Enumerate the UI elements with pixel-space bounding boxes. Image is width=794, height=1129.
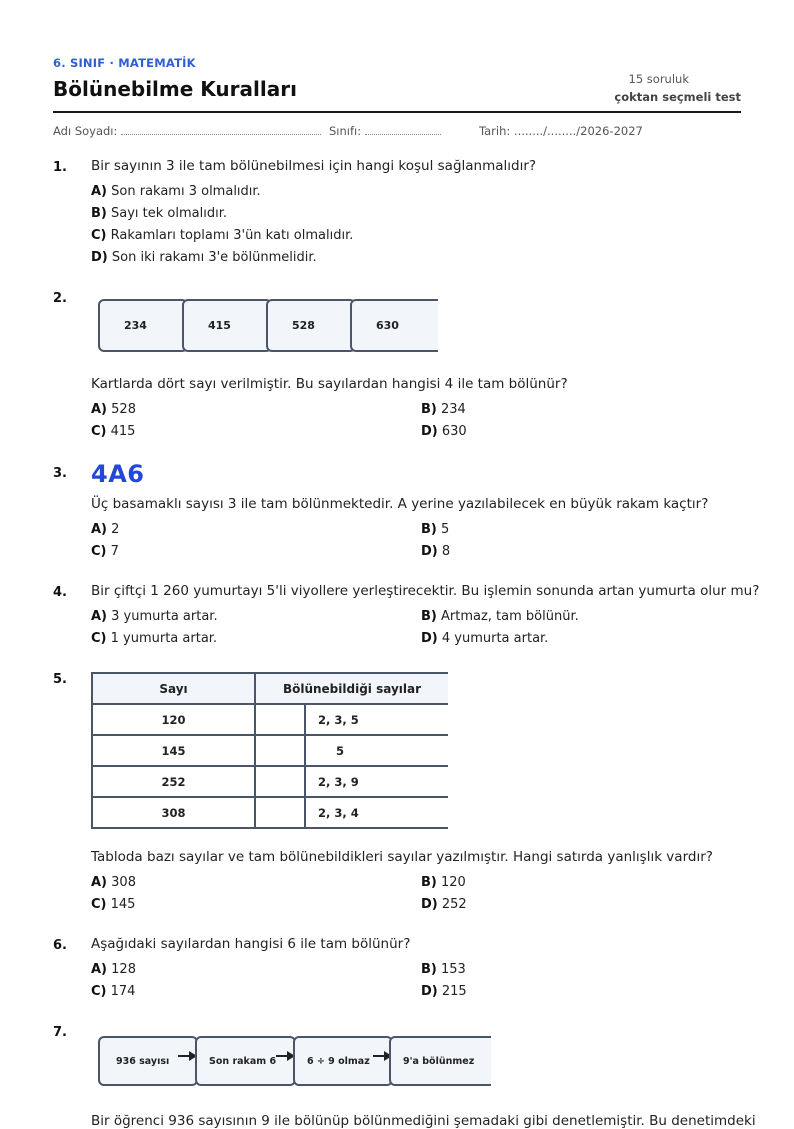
number-card: 415	[182, 299, 272, 352]
option-b[interactable]	[421, 609, 579, 624]
option-a[interactable]	[91, 522, 119, 537]
option-letter: A)	[91, 609, 108, 624]
flow-step: 9'a bölünmez	[389, 1036, 491, 1086]
question-number: 3.	[53, 466, 67, 481]
option-b[interactable]	[421, 402, 466, 417]
question-number: 1.	[53, 160, 67, 175]
option-letter: D)	[421, 424, 438, 439]
name-label: Adı Soyadı:	[53, 124, 118, 138]
divisibility-table	[91, 672, 448, 829]
question-number: 7.	[53, 1025, 67, 1040]
option-text: 120	[441, 875, 466, 890]
subject-label: 6. SINIF · MATEMATİK	[53, 56, 196, 70]
option-d[interactable]	[421, 897, 467, 912]
table-cell-empty	[255, 797, 305, 828]
option-letter: A)	[91, 962, 108, 977]
number-card: 630	[350, 299, 438, 352]
option-letter: A)	[91, 402, 108, 417]
option-letter: A)	[91, 875, 108, 890]
option-a[interactable]	[91, 875, 136, 890]
option-text: 528	[111, 402, 136, 417]
flow-step: Son rakam 6	[195, 1036, 296, 1086]
class-blank	[365, 124, 441, 135]
option-d[interactable]	[421, 544, 450, 559]
option-text: 1 yumurta artar.	[110, 631, 218, 646]
option-text: 308	[111, 875, 136, 890]
option-b[interactable]	[421, 875, 466, 890]
option-text: 153	[441, 962, 466, 977]
table-cell-empty	[255, 766, 305, 797]
option-text: 5	[441, 522, 450, 537]
header-divider	[53, 111, 741, 113]
table-header-row	[92, 673, 448, 704]
question-number: 4.	[53, 585, 67, 600]
question-number: 6.	[53, 938, 67, 953]
option-c[interactable]	[91, 984, 135, 999]
question-number: 2.	[53, 291, 67, 306]
question-text: Üç basamaklı sayısı 3 ile tam bölünmektedir. A yerine yazılabilecek en büyük rakam kaçtır?	[91, 496, 709, 512]
option-text: Sayı tek olmalıdır.	[111, 206, 227, 221]
option-letter: B)	[421, 962, 437, 977]
option-letter: C)	[91, 984, 107, 999]
option-letter: C)	[91, 897, 107, 912]
table-cell: 5	[305, 735, 448, 766]
option-letter: D)	[421, 984, 438, 999]
number-card: 528	[266, 299, 356, 352]
question-text: Bir öğrenci 936 sayısının 9 ile bölünüp bölünmediğini şemadaki gibi denetlemiştir. Bu denetimdeki	[91, 1113, 756, 1129]
number-card: 234	[98, 299, 188, 352]
question-text: Bir sayının 3 ile tam bölünebilmesi için hangi koşul sağlanmalıdır?	[91, 158, 537, 174]
option-text: Son rakamı 3 olmalıdır.	[111, 184, 261, 199]
option-c[interactable]	[91, 424, 135, 439]
option-d[interactable]	[91, 250, 317, 265]
option-letter: B)	[421, 522, 437, 537]
option-text: 415	[110, 424, 136, 439]
question-text: Tabloda bazı sayılar ve tam bölünebildikleri sayılar yazılmıştır. Hangi satırda yanlışlık vardır?	[91, 849, 713, 865]
table-row	[92, 735, 448, 766]
option-c[interactable]	[91, 631, 217, 646]
date-field: Tarih: ......../......../2026-2027	[479, 124, 643, 138]
option-text: 252	[441, 897, 467, 912]
table-cell: 2, 3, 4	[305, 797, 448, 828]
option-c[interactable]	[91, 544, 119, 559]
option-letter: B)	[421, 402, 437, 417]
option-text: 2	[111, 522, 120, 537]
table-cell-empty	[255, 735, 305, 766]
option-text: 3 yumurta artar.	[111, 609, 218, 624]
option-letter: A)	[91, 522, 108, 537]
class-label: Sınıfı:	[329, 124, 362, 138]
question-text: Kartlarda dört sayı verilmiştir. Bu sayılardan hangisi 4 ile tam bölünür?	[91, 376, 568, 392]
table-cell: 145	[92, 735, 255, 766]
flow-step: 6 ÷ 9 olmaz	[293, 1036, 393, 1086]
option-letter: C)	[91, 544, 107, 559]
option-text: 7	[110, 544, 119, 559]
table-cell: 120	[92, 704, 255, 735]
option-text: Son iki rakamı 3'e bölünmelidir.	[111, 250, 317, 265]
number-figure: 4A6	[91, 460, 145, 488]
option-d[interactable]	[421, 984, 467, 999]
option-letter: B)	[421, 609, 437, 624]
option-d[interactable]	[421, 631, 548, 646]
option-text: 4 yumurta artar.	[441, 631, 549, 646]
option-c[interactable]	[91, 228, 353, 243]
option-letter: B)	[91, 206, 107, 221]
table-cell: 2, 3, 9	[305, 766, 448, 797]
option-text: 145	[110, 897, 136, 912]
table-row	[92, 766, 448, 797]
option-text: 8	[441, 544, 451, 559]
option-text: 128	[111, 962, 136, 977]
page-title: Bölünebilme Kuralları	[53, 77, 297, 101]
option-a[interactable]	[91, 962, 136, 977]
option-letter: B)	[421, 875, 437, 890]
option-text: 630	[441, 424, 467, 439]
table-cell-empty	[255, 704, 305, 735]
option-a[interactable]	[91, 402, 136, 417]
option-text: 234	[441, 402, 466, 417]
option-text: 215	[441, 984, 467, 999]
option-d[interactable]	[421, 424, 467, 439]
option-letter: C)	[91, 424, 107, 439]
option-b[interactable]	[91, 206, 227, 221]
option-letter: D)	[421, 897, 438, 912]
option-letter: C)	[91, 631, 107, 646]
table-cell: 2, 3, 5	[305, 704, 448, 735]
option-letter: A)	[91, 184, 108, 199]
option-letter: C)	[91, 228, 107, 243]
class-field	[329, 124, 441, 138]
table-header: Bölünebildiği sayılar	[255, 673, 448, 704]
table-row	[92, 704, 448, 735]
option-letter: D)	[421, 544, 438, 559]
table-cell: 308	[92, 797, 255, 828]
question-number: 5.	[53, 672, 67, 687]
table-header: Sayı	[92, 673, 255, 704]
option-letter: D)	[91, 250, 108, 265]
test-type: çoktan seçmeli test	[614, 90, 741, 104]
option-b[interactable]	[421, 522, 449, 537]
name-blank	[121, 124, 321, 135]
question-text: Aşağıdaki sayılardan hangisi 6 ile tam bölünür?	[91, 936, 411, 952]
question-text: Bir çiftçi 1 260 yumurtayı 5'li viyollere yerleştirecektir. Bu işlemin sonunda artan yumurta olur mu?	[91, 583, 760, 599]
option-letter: D)	[421, 631, 438, 646]
option-text: 174	[110, 984, 136, 999]
flow-step: 936 sayısı	[98, 1036, 198, 1086]
name-field	[53, 124, 321, 138]
question-count: 15 soruluk	[628, 72, 689, 86]
option-a[interactable]	[91, 184, 261, 199]
option-a[interactable]	[91, 609, 218, 624]
option-text: Artmaz, tam bölünür.	[441, 609, 579, 624]
table-cell: 252	[92, 766, 255, 797]
option-text: Rakamları toplamı 3'ün katı olmalıdır.	[110, 228, 354, 243]
option-c[interactable]	[91, 897, 135, 912]
option-b[interactable]	[421, 962, 466, 977]
table-row	[92, 797, 448, 828]
